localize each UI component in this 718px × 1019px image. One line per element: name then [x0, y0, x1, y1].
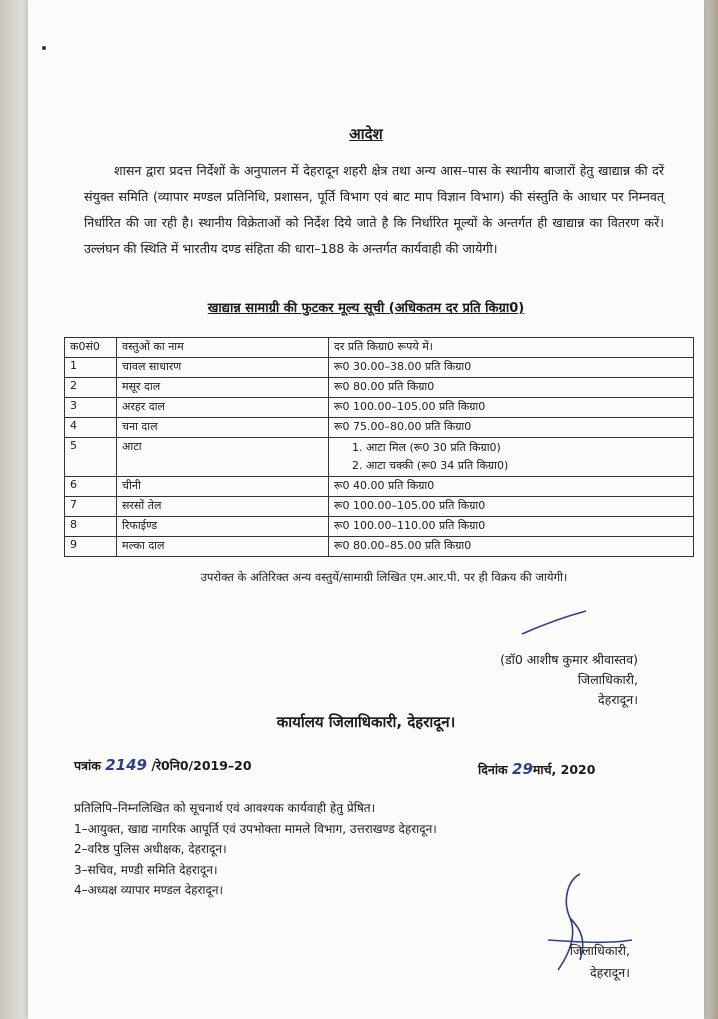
row-item: रिफाईण्ड	[117, 517, 329, 537]
order-date	[478, 760, 595, 778]
column-header: दर प्रति किग्रा0 रूपये में।	[329, 338, 694, 358]
table-header-row	[65, 338, 694, 358]
table-row	[65, 517, 694, 537]
column-header: वस्तुओं का नाम	[117, 338, 329, 358]
row-rate: रू0 75.00–80.00 प्रति किग्रा0	[329, 418, 694, 438]
row-sn: 5	[65, 438, 117, 477]
background-right-edge	[704, 0, 718, 1019]
closing-place: देहरादून।	[590, 965, 630, 980]
table-title: खाद्यान्न सामाग्री की फुटकर मूल्य सूची (अधिकतम दर प्रति किग्रा0)	[207, 301, 525, 316]
document-page	[28, 0, 704, 1019]
ref-number: 2149	[105, 756, 147, 774]
row-item: चना दाल	[117, 418, 329, 438]
row-sn: 1	[65, 358, 117, 378]
rate-table	[64, 337, 694, 557]
row-item: आटा	[117, 438, 329, 477]
cc-item: 1–आयुक्त, खाद्य नागरिक आपूर्ति एवं उपभोक्ता मामले विभाग, उत्तराखण्ड देहरादून।	[74, 821, 437, 836]
row-rate: रू0 100.00–110.00 प्रति किग्रा0	[329, 517, 694, 537]
signer-place: देहरादून।	[598, 692, 638, 707]
background-left-edge	[0, 0, 28, 1019]
cc-item: 2–वरिष्ठ पुलिस अधीक्षक, देहरादून।	[74, 842, 227, 856]
row-item: सरसों तेल	[117, 497, 329, 517]
ref-prefix: पत्रांक	[74, 758, 101, 773]
row-rate: रू0 40.00 प्रति किग्रा0	[329, 477, 694, 497]
row-rate: रू0 100.00–105.00 प्रति किग्रा0	[329, 497, 694, 517]
table-row	[65, 537, 694, 557]
row-item: चीनी	[117, 477, 329, 497]
closing-signer	[520, 940, 630, 984]
ref-suffix: /रे0नि0/2019–20	[151, 758, 252, 773]
cc-item: 3–सचिव, मण्डी समिति देहरादून।	[74, 862, 218, 877]
table-row	[65, 418, 694, 438]
row-rate: रू0 80.00 प्रति किग्रा0	[329, 378, 694, 398]
row-item: चावल साधारण	[117, 358, 329, 378]
table-row	[65, 398, 694, 418]
ink-dot	[42, 46, 46, 50]
row-sn: 6	[65, 477, 117, 497]
signer-designation: जिलाधिकारी,	[577, 672, 638, 687]
signer-name: (डॉ0 आशीष कुमार श्रीवास्तव)	[500, 652, 638, 667]
column-header: क0सं0	[65, 338, 117, 358]
reference-number	[74, 756, 252, 774]
order-paragraph: शासन द्वारा प्रदत्त निर्देशों के अनुपालन में देहरादून शहरी क्षेत्र तथा अन्य आस–पास के स्थानीय बाजारों हेतु खाद्यान्न की दरें संयुक्त समिति (व्यापार मण्डल प्रतिनिधि, प्रशासन, पूर्ति विभाग एवं बाट माप विज्ञान विभाग) की संस्तुति के आधार पर निम्नवत् निर्धारित की जा रही है। स्थानीय विक्रेताओं को निर्देश दिये जाते है कि निर्धारित मूल्यों के अन्तर्गत ही खाद्यान्न का वितरण करें। उल्लंघन की स्थिति में भारतीय दण्ड संहिता की धारा–188 के अन्तर्गत कार्यवाही की जायेगी।	[84, 163, 664, 256]
row-item: मल्का दाल	[117, 537, 329, 557]
row-item: अरहर दाल	[117, 398, 329, 418]
row-sn: 8	[65, 517, 117, 537]
date-suffix: मार्च, 2020	[532, 762, 596, 777]
office-heading: कार्यालय जिलाधिकारी, देहरादून।	[276, 713, 456, 731]
cc-intro: प्रतिलिपि–निम्नलिखित को सूचनार्थ एवं आवश्यक कार्यवाही हेतु प्रेषित।	[74, 801, 376, 815]
row-sn: 3	[65, 398, 117, 418]
row-rate: रू0 80.00–85.00 प्रति किग्रा0	[329, 537, 694, 557]
row-item: मसूर दाल	[117, 378, 329, 398]
table-row	[65, 358, 694, 378]
flour-chakki-rate: 2. आटा चक्की (रू0 34 प्रति किग्रा0)	[352, 459, 509, 472]
date-day: 29	[512, 760, 533, 778]
signer-block	[448, 650, 638, 710]
mrp-note: उपरोक्त के अतिरिक्त अन्य वस्तुयें/सामाग्री लिखित एम.आर.पी. पर ही विक्रय की जायेगी।	[200, 570, 568, 584]
table-row	[65, 378, 694, 398]
page-title: आदेश	[349, 125, 383, 143]
cc-item: 4–अध्यक्ष व्यापार मण्डल देहरादून।	[74, 883, 224, 897]
row-rate	[329, 438, 694, 477]
table-row	[65, 477, 694, 497]
copy-to-list	[74, 798, 437, 901]
table-row	[65, 438, 694, 477]
flour-mill-rate: 1. आटा मिल (रू0 30 प्रति किग्रा0)	[352, 441, 501, 454]
date-prefix: दिनांक	[478, 762, 508, 777]
row-sn: 2	[65, 378, 117, 398]
row-sn: 4	[65, 418, 117, 438]
row-sn: 9	[65, 537, 117, 557]
closing-designation: जिलाधिकारी,	[569, 943, 630, 958]
row-sn: 7	[65, 497, 117, 517]
row-rate: रू0 100.00–105.00 प्रति किग्रा0	[329, 398, 694, 418]
row-rate: रू0 30.00–38.00 प्रति किग्रा0	[329, 358, 694, 378]
signature-mark	[520, 608, 590, 638]
table-row	[65, 497, 694, 517]
